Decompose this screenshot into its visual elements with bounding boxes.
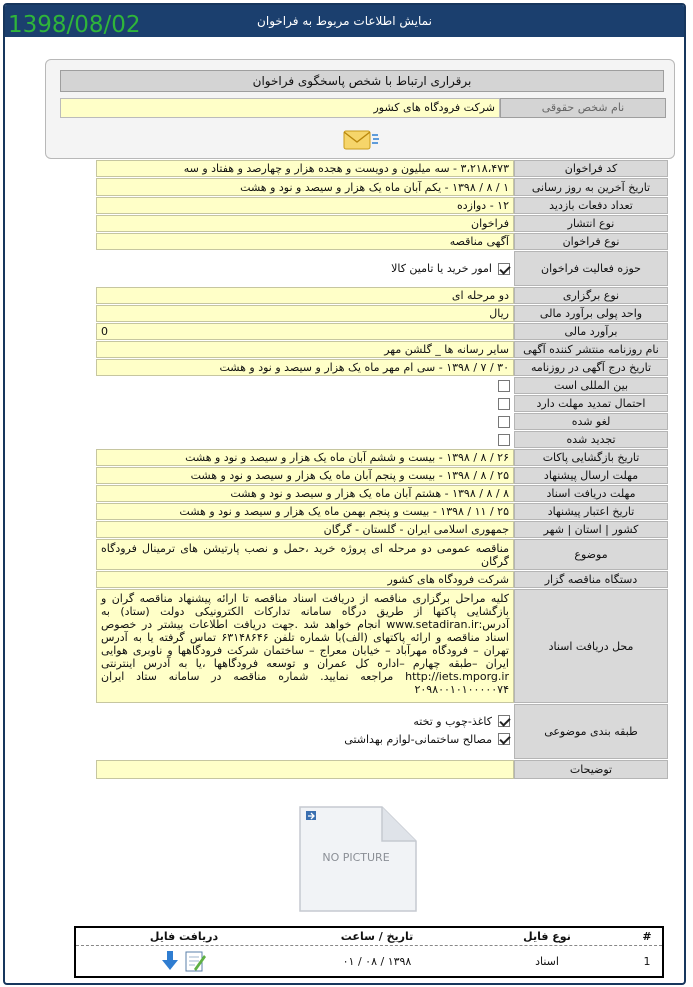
holding-value: دو مرحله ای <box>96 287 514 304</box>
details-table <box>96 160 668 780</box>
row-activity <box>96 251 668 287</box>
col-download: دریافت فایل <box>149 930 219 943</box>
category-1-label: کاغذ-چوب و تخته <box>413 714 492 728</box>
row-holding <box>96 287 668 305</box>
col-date: تاریخ / ساعت <box>340 930 414 943</box>
download-arrow-icon[interactable] <box>162 951 178 970</box>
download-icons <box>160 949 208 973</box>
col-type: نوع فایل <box>523 930 571 943</box>
row-open <box>96 449 668 467</box>
mail-icon[interactable] <box>342 126 380 154</box>
file-download-cell <box>76 949 292 973</box>
newspaper-label: نام روزنامه منتشر کننده آگهی <box>514 341 668 358</box>
file-num: 1 <box>643 954 651 968</box>
subject-label: موضوع <box>514 539 668 570</box>
category-1-checkbox[interactable] <box>498 715 510 727</box>
org-label: دستگاه مناقصه گزار <box>514 571 668 588</box>
contact-panel <box>45 59 675 159</box>
news-date-value: ۳۰ / ۷ / ۱۳۹۸ - سی ام مهر ماه یک هزار و سیصد و نود و هشت <box>96 359 514 376</box>
receive-value: ۸ / ۸ / ۱۳۹۸ - هشتم آبان ماه یک هزار و سیصد و نود و هشت <box>96 485 514 502</box>
row-category <box>96 704 668 760</box>
row-pub-type <box>96 215 668 233</box>
call-type-value: آگهی مناقصه <box>96 233 514 250</box>
no-picture-placeholder <box>298 805 418 913</box>
files-header <box>76 928 662 946</box>
row-subject <box>96 539 668 571</box>
row-newspaper <box>96 341 668 359</box>
col-num: # <box>642 930 652 943</box>
row-intl <box>96 377 668 395</box>
files-table <box>74 926 664 978</box>
location-label: کشور | استان | شهر <box>514 521 668 538</box>
page-title: نمایش اطلاعات مربوط به فراخوان <box>5 5 684 37</box>
renew-checkbox[interactable] <box>498 434 510 446</box>
company-value: شرکت فرودگاه های کشور <box>60 98 500 118</box>
table-row <box>76 946 662 976</box>
category-item-2 <box>100 730 510 748</box>
contact-panel-title: برقراری ارتباط با شخص پاسخگوی فراخوان <box>60 70 664 92</box>
row-extend <box>96 395 668 413</box>
category-item-1 <box>100 712 510 730</box>
notes-label: توضیحات <box>514 760 668 779</box>
news-date-label: تاریخ درج آگهی در روزنامه <box>514 359 668 376</box>
activity-checkbox[interactable] <box>498 263 510 275</box>
intl-label: بین المللی است <box>514 377 668 394</box>
last-update-label: تاریخ آخرین به روز رسانی <box>514 178 668 196</box>
row-notes <box>96 760 668 780</box>
cancel-cell <box>96 413 514 430</box>
docs-value: کلیه مراحل برگزاری مناقصه از دریافت اسناد مناقصه تا ارائه پیشنهاد مناقصه گران و بازگشایی پاکتها از طریق درگاه سامانه تدارکات الکترونیکی دولت (ستاد) به آدرس:www.setadiran.ir انجام خواهد شد .جهت دریافت اطلاعات بیشتر در خصوص اسناد مناقصه و ارائه پاکتهای (الف)با شماره تلفن ۶۳۱۴۸۶۴۶ تماس گرفته یا به آدرس تهران – فرودگاه مهرآباد – خیابان معراج – ساختمان شرکت فرودگاهها و ناوبری هوایی ایران –طبقه چهارم –اداره کل عمران و توسعه فرودگاهها ،یا به آدرس اینترنتی http://iets.mporg.ir مراجعه نمایید. شماره مناقصه در سامانه ستاد ایران ۲۰۹۸۰۰۱۰۱۰۰۰۰۰۷۴ <box>96 589 514 703</box>
send-label: مهلت ارسال پیشنهاد <box>514 467 668 484</box>
extend-label: احتمال تمدید مهلت دارد <box>514 395 668 412</box>
open-value: ۲۶ / ۸ / ۱۳۹۸ - بیست و ششم آبان ماه یک هزار و سیصد و نود و هشت <box>96 449 514 466</box>
company-label: نام شخص حقوقی <box>500 98 666 118</box>
row-call-type <box>96 233 668 251</box>
open-label: تاریخ بازگشایی پاکات <box>514 449 668 466</box>
intl-checkbox[interactable] <box>498 380 510 392</box>
newspaper-value: سایر رسانه ها _ گلشن مهر <box>96 341 514 358</box>
pub-type-label: نوع انتشار <box>514 215 668 232</box>
row-code <box>96 160 668 178</box>
extend-cell <box>96 395 514 412</box>
row-receive <box>96 485 668 503</box>
row-location <box>96 521 668 539</box>
subject-value: مناقصه عمومی دو مرحله ای پروژه خرید ،حمل و نصب پارتیشن های ترمینال فرودگاه گرگان <box>96 539 514 570</box>
category-cell <box>96 704 514 759</box>
row-currency <box>96 305 668 323</box>
estimate-label: برآورد مالی <box>514 323 668 340</box>
file-type: اسناد <box>535 954 559 968</box>
validity-label: تاریخ اعتبار پیشنهاد <box>514 503 668 520</box>
visits-label: تعداد دفعات بازدید <box>514 197 668 214</box>
edit-document-icon[interactable] <box>186 952 206 971</box>
call-type-label: نوع فراخوان <box>514 233 668 250</box>
code-value: ۳،۲۱۸،۴۷۳ - سه میلیون و دویست و هجده هزار و چهارصد و هفتاد و سه <box>96 160 514 177</box>
currency-value: ریال <box>96 305 514 322</box>
extend-checkbox[interactable] <box>498 398 510 410</box>
intl-cell <box>96 377 514 394</box>
date-stamp: 1398/08/02 <box>8 12 141 38</box>
org-value: شرکت فرودگاه های کشور <box>96 571 514 588</box>
row-estimate <box>96 323 668 341</box>
row-news-date <box>96 359 668 377</box>
activity-value-cell <box>96 251 514 286</box>
pub-type-value: فراخوان <box>96 215 514 232</box>
validity-value: ۲۵ / ۱۱ / ۱۳۹۸ - بیست و پنجم بهمن ماه یک هزار و سیصد و نود و هشت <box>96 503 514 520</box>
receive-label: مهلت دریافت اسناد <box>514 485 668 502</box>
cancel-label: لغو شده <box>514 413 668 430</box>
no-picture-text: NO PICTURE <box>322 851 390 864</box>
location-value: جمهوری اسلامی ایران - گلستان - گرگان <box>96 521 514 538</box>
last-update-value: ۱ / ۸ / ۱۳۹۸ - یکم آبان ماه یک هزار و سیصد و نود و هشت <box>96 178 514 196</box>
activity-label: حوزه فعالیت فراخوان <box>514 251 668 286</box>
row-docs <box>96 589 668 704</box>
category-2-label: مصالح ساختمانی-لوازم بهداشتی <box>344 732 492 746</box>
row-last-update <box>96 178 668 197</box>
row-visits <box>96 197 668 215</box>
renew-label: تجدید شده <box>514 431 668 448</box>
row-org <box>96 571 668 589</box>
row-renew <box>96 431 668 449</box>
row-cancel <box>96 413 668 431</box>
file-date: ۱۳۹۸ / ۰۸ / ۰۱ <box>342 954 412 968</box>
currency-label: واحد پولی برآورد مالی <box>514 305 668 322</box>
activity-value: امور خرید یا تامین کالا <box>391 262 492 275</box>
holding-label: نوع برگزاری <box>514 287 668 304</box>
notes-value <box>96 760 514 779</box>
category-label: طبقه بندی موضوعی <box>514 704 668 759</box>
renew-cell <box>96 431 514 448</box>
send-value: ۲۵ / ۸ / ۱۳۹۸ - بیست و پنجم آبان ماه یک هزار و سیصد و نود و هشت <box>96 467 514 484</box>
row-validity <box>96 503 668 521</box>
estimate-value: 0 <box>96 323 514 340</box>
cancel-checkbox[interactable] <box>498 416 510 428</box>
row-send <box>96 467 668 485</box>
code-label: کد فراخوان <box>514 160 668 177</box>
category-2-checkbox[interactable] <box>498 733 510 745</box>
visits-value: ۱۲ - دوازده <box>96 197 514 214</box>
docs-label: محل دریافت اسناد <box>514 589 668 703</box>
